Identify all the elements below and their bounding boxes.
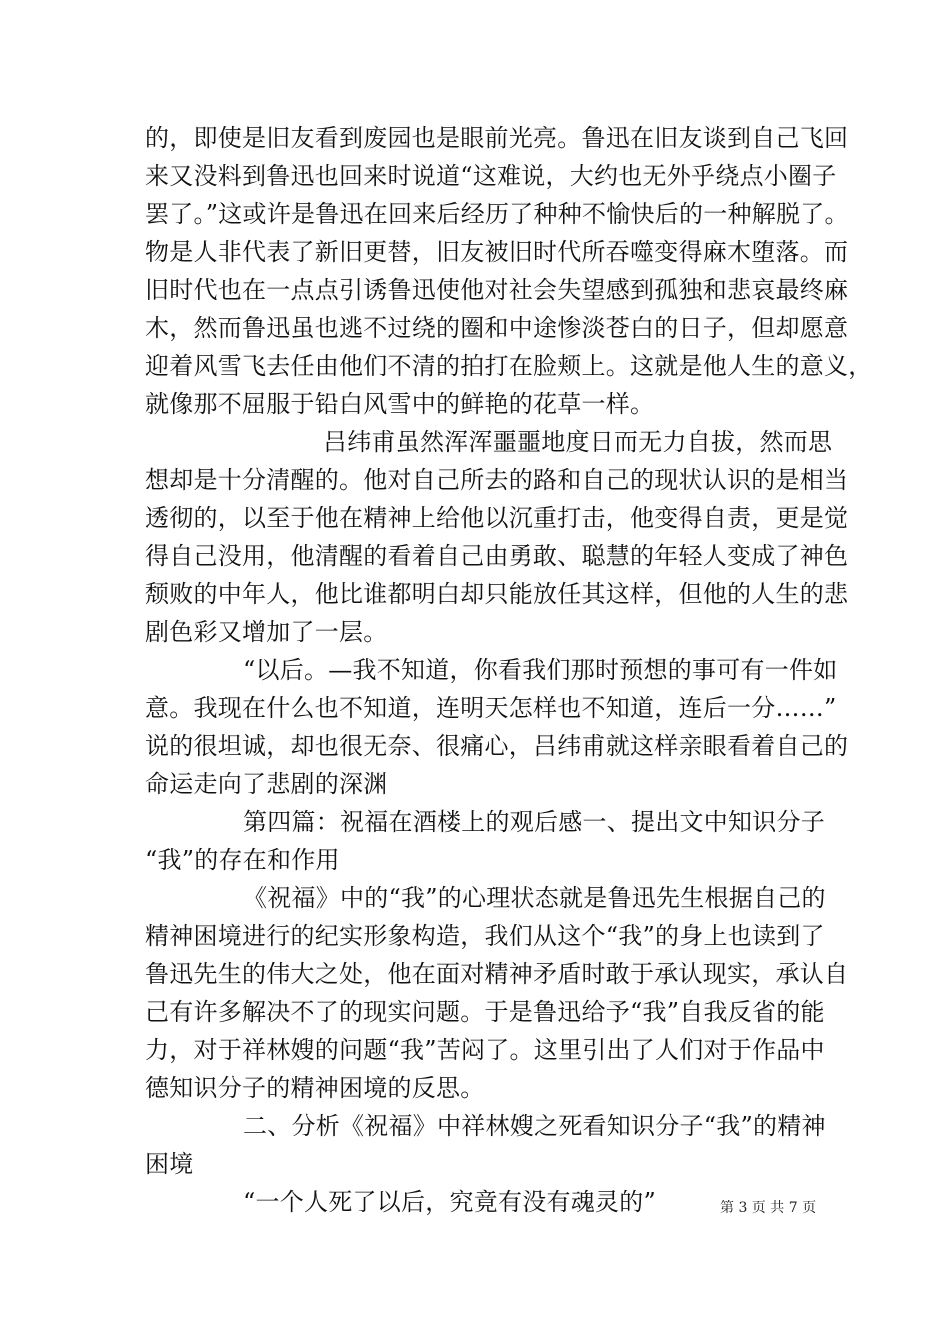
text-line: 己有许多解决不了的现实问题。于是鲁迅给予“我”自我反省的能 <box>145 998 825 1026</box>
text-line: 木，然而鲁迅虽也逃不过绕的圈和中途惨淡苍白的日子，但却愿意 <box>145 314 849 342</box>
text-line: 剧色彩又增加了一层。 <box>145 618 388 646</box>
text-line: 物是人非代表了新旧更替，旧友被旧时代所吞噬变得麻木堕落。而 <box>145 238 849 266</box>
text-line: 就像那不屈服于铅白风雪中的鲜艳的花草一样。 <box>145 390 655 418</box>
section-heading-line: 第四篇：祝福在酒楼上的观后感一、提出文中知识分子 <box>243 808 825 836</box>
text-line: 得自己没用，他清醒的看着自己由勇敢、聪慧的年轻人变成了神色 <box>145 542 849 570</box>
text-line: 鲁迅先生的伟大之处，他在面对精神矛盾时敢于承认现实，承认自 <box>145 960 849 988</box>
text-line: 德知识分子的精神困境的反思。 <box>145 1074 485 1102</box>
text-line: 精神困境进行的纪实形象构造，我们从这个“我”的身上也读到了 <box>145 922 825 950</box>
text-line: 意。我现在什么也不知道，连明天怎样也不知道，连后一分……” <box>145 694 837 722</box>
text-line: 力，对于祥林嫂的问题“我”苦闷了。这里引出了人们对于作品中 <box>145 1036 825 1064</box>
section-heading-line: “我”的存在和作用 <box>145 846 340 874</box>
paragraph-start-line: “一个人死了以后，究竟有没有魂灵的” <box>243 1188 657 1216</box>
text-line: 旧时代也在一点点引诱鲁迅使他对社会失望感到孤独和悲哀最终麻 <box>145 276 849 304</box>
text-line: 罢了。”这或许是鲁迅在回来后经历了种种不愉快后的一种解脱了。 <box>145 200 849 228</box>
section-heading-line: 困境 <box>145 1150 194 1178</box>
text-line: 迎着风雪飞去任由他们不清的拍打在脸颊上。这就是他人生的意义， <box>145 352 873 380</box>
text-line: 来又没料到鲁迅也回来时说道“这难说，大约也无外乎绕点小圈子 <box>145 162 837 190</box>
text-line: 透彻的，以至于他在精神上给他以沉重打击，他变得自责，更是觉 <box>145 504 849 532</box>
paragraph-start-line: 吕纬甫虽然浑浑噩噩地度日而无力自拔，然而思 <box>323 428 833 456</box>
text-line: 的，即使是旧友看到废园也是眼前光亮。鲁迅在旧友谈到自己飞回 <box>145 124 849 152</box>
text-line: 想却是十分清醒的。他对自己所去的路和自己的现状认识的是相当 <box>145 466 849 494</box>
page-number: 第 3 页 共 7 页 <box>720 1200 817 1216</box>
text-line: 颓败的中年人，他比谁都明白却只能放任其这样，但他的人生的悲 <box>145 580 849 608</box>
text-line: 说的很坦诚，却也很无奈、很痛心，吕纬甫就这样亲眼看着自己的 <box>145 732 849 760</box>
paragraph-start-line: “以后。—我不知道，你看我们那时预想的事可有一件如 <box>243 656 838 684</box>
text-line: 命运走向了悲剧的深渊 <box>145 770 388 798</box>
paragraph-start-line: 《祝福》中的“我”的心理状态就是鲁迅先生根据自己的 <box>243 884 826 912</box>
section-heading-line: 二、分析《祝福》中祥林嫂之死看知识分子“我”的精神 <box>243 1112 826 1140</box>
